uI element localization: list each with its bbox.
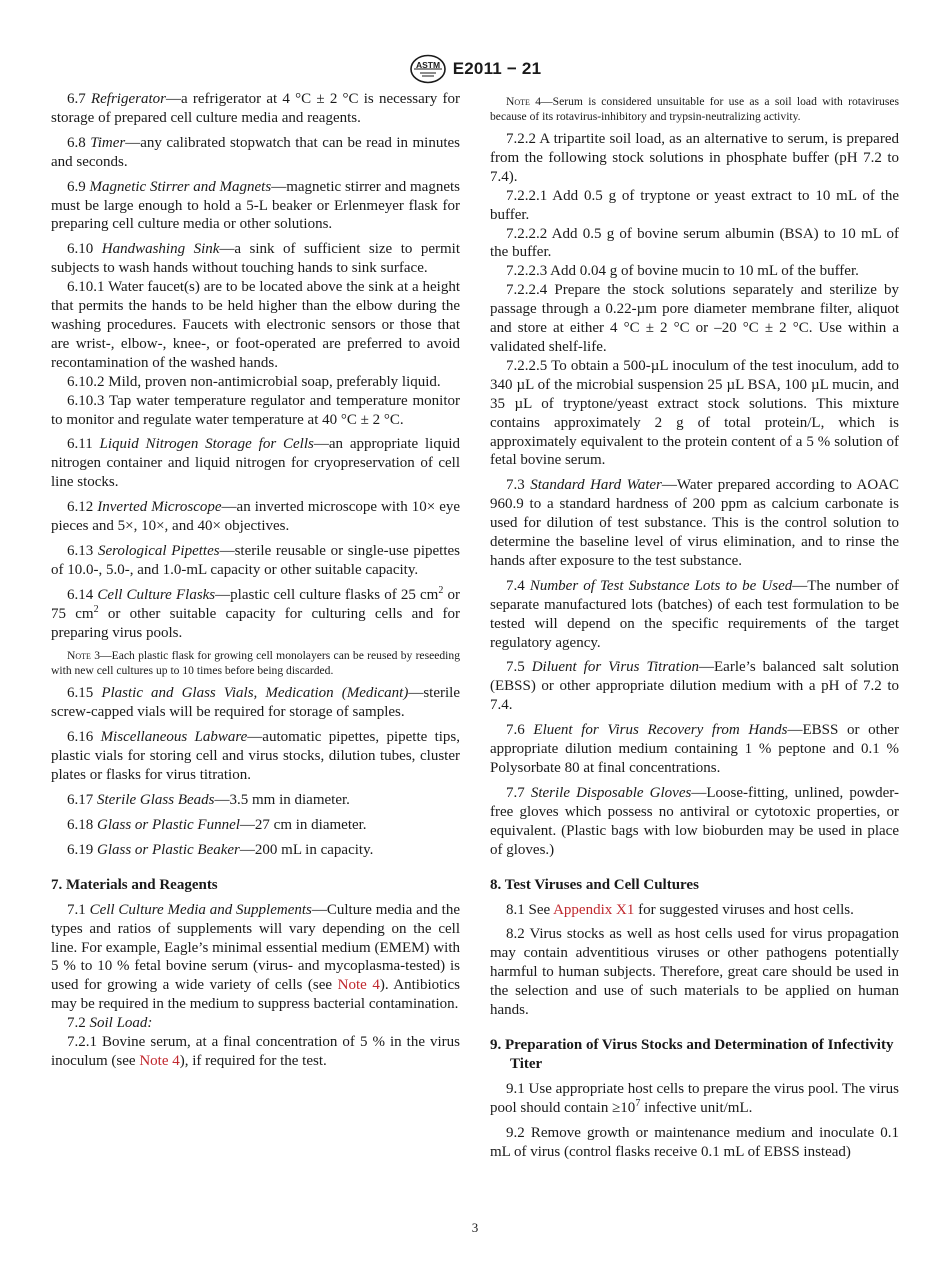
section-6-10-1: 6.10.1 Water faucet(s) are to be located above the sink at a height that permits the hands to be held higher than the elbow during the washing procedures. Faucets with electronic sensors or those that are wrist-, elbow-, knee-, or foot-operated are preferred to avoid recontamination of the washed hands. (51, 279, 460, 371)
astm-logo-icon (409, 54, 447, 84)
heading-section-9: 9. Preparation of Virus Stocks and Determination of Infectivity Titer (490, 1036, 894, 1072)
heading-section-8: 8. Test Viruses and Cell Cultures (490, 876, 699, 893)
section-9-2: 9.2 Remove growth or maintenance medium and inoculate 0.1 mL of virus (control flasks receive 0.1 mL of EBSS instead) (490, 1124, 899, 1160)
page-number: 3 (471, 1220, 479, 1235)
section-6-15: 6.15 Plastic and Glass Vials, Medication (Medicant)—sterile screw-capped vials will be required for storage of samples. (51, 685, 460, 721)
section-7-2-2-3: 7.2.2.3 Add 0.04 g of bovine mucin to 10 mL of the buffer. (506, 263, 859, 280)
section-7-7: 7.7 Sterile Disposable Gloves—Loose-fitting, unlined, powder-free gloves which possess no antiviral or cytotoxic properties, or equivalent. (Plastic bags with low bioburden may be used in place of gloves.) (490, 784, 899, 858)
section-7-2-2-4: 7.2.2.4 Prepare the stock solutions separately and sterilize by passage through a 0.22-µm pore diameter membrane filter, aliquot and store at either 4 °C ± 2 °C or –20 °C ± 2 °C. Use within a validated shelf-life. (490, 282, 899, 355)
page-header (0, 54, 950, 84)
section-6-13: 6.13 Serological Pipettes—sterile reusable or single-use pipettes of 10.0-, 5.0-, and 1.0-mL capacity or other suitable capacity. (51, 542, 460, 578)
section-7-2-2-2: 7.2.2.2 Add 0.5 g of bovine serum albumin (BSA) to 10 mL of the buffer. (490, 225, 899, 261)
note-4-link[interactable]: Note 4 (337, 977, 380, 994)
section-6-19: 6.19 Glass or Plastic Beaker—200 mL in capacity. (67, 841, 374, 858)
section-8-1: 8.1 See Appendix X1 for suggested viruses and host cells. (506, 901, 854, 918)
section-6-7: 6.7 Refrigerator—a refrigerator at 4 °C ± 2 °C is necessary for storage of prepared cell culture media and reagents. (51, 91, 461, 126)
heading-section-7: 7. Materials and Reagents (51, 876, 218, 893)
note-4-link[interactable]: Note 4 (139, 1052, 180, 1069)
astm-logo-text: ASTM (415, 60, 440, 70)
right-column (490, 90, 899, 1162)
section-8-2: 8.2 Virus stocks as well as host cells used for virus propagation may contain adventitious viruses or other pathogens potentially harmful to human subjects. Therefore, great care should be used in the selection and use of such materials to be applied on human hands. (490, 926, 899, 1019)
section-6-18: 6.18 Glass or Plastic Funnel—27 cm in diameter. (67, 816, 367, 833)
section-7-2-2-1: 7.2.2.1 Add 0.5 g of tryptone or yeast extract to 10 mL of the buffer. (490, 187, 899, 223)
section-6-11: 6.11 Liquid Nitrogen Storage for Cells—an appropriate liquid nitrogen container and liquid nitrogen for cryopreservation of cell line stocks. (51, 436, 460, 491)
appendix-x1-link[interactable]: Appendix X1 (553, 901, 635, 918)
section-7-3: 7.3 Standard Hard Water—Water prepared according to AOAC 960.9 to a standard hardness of 200 ppm as calcium carbonate is used for dilution of test substance. This is the control solution to determine the baseline level of virus elimination, and to rinse the hands after exposure to the test substance. (490, 477, 900, 569)
section-7-4: 7.4 Number of Test Substance Lots to be Used—The number of separate manufactured lots (batches) of each test formulation to be tested will depend on the specific requirements of the target regulatory agency. (490, 577, 900, 651)
section-6-12: 6.12 Inverted Microscope—an inverted microscope with 10× eye pieces and 5×, 10×, and 40× objectives. (51, 499, 461, 535)
section-7-1: 7.1 Cell Culture Media and Supplements—Culture media and the types and ratios of supplements will vary depending on the cell line. For example, Eagle’s minimal essential medium (EMEM) with 5 % to 10 % fetal bovine serum (virus- and mycoplasma-tested) is used for growing a wide variety of cells (see Note 4). Antibiotics may be required in the medium to suppress bacterial contamination. (51, 901, 460, 1013)
document-id: E2011 − 21 (452, 59, 542, 78)
section-6-10-3: 6.10.3 Tap water temperature regulator and temperature monitor to monitor and regulate water temperature at 40 °C ± 2 °C. (51, 392, 460, 428)
section-6-17: 6.17 Sterile Glass Beads—3.5 mm in diameter. (67, 792, 350, 808)
section-6-8: 6.8 Timer—any calibrated stopwatch that can be read in minutes and seconds. (51, 134, 460, 170)
section-6-10: 6.10 Handwashing Sink—a sink of sufficient size to permit subjects to wash hands without touching hands to sink surface. (51, 241, 460, 277)
section-6-10-2: 6.10.2 Mild, proven non-antimicrobial soap, preferably liquid. (67, 373, 441, 390)
section-7-2-1: 7.2.1 Bovine serum, at a final concentration of 5 % in the virus inoculum (see Note 4), if required for the test. (51, 1034, 460, 1069)
section-6-14: 6.14 Cell Culture Flasks—plastic cell culture flasks of 25 $cm^2$ or 75 $cm^2$ or other suitable capacity for culturing cells and for preparing virus pools. (51, 584, 461, 641)
section-7-2-2-5: 7.2.2.5 To obtain a 500-µL inoculum of the test inoculum, add to 340 µL of the microbial suspension 25 µL BSA, 100 µL mucin, and 35 µL of tryptone/yeast extract stock solutions. This mixture contains approximately 2 g of total protein/L, which is approximately equivalent to the protein content of a 5 % solution of fetal bovine serum. (490, 357, 899, 469)
section-7-2-2: 7.2.2 A tripartite soil load, as an alternative to serum, is prepared from the following stock solutions in phosphate buffer (pH 7.2 to 7.4). (490, 131, 899, 185)
section-6-16: 6.16 Miscellaneous Labware—automatic pipettes, pipette tips, plastic vials for storing cell and virus stocks, dilution tubes, cluster plates or flasks for virus titration. (51, 729, 460, 784)
section-7-5: 7.5 Diluent for Virus Titration—Earle’s balanced salt solution (EBSS) or other appropriate dilution medium with a pH of 7.2 to 7.4. (490, 659, 900, 714)
left-column (51, 90, 460, 1071)
section-7-6: 7.6 Eluent for Virus Recovery from Hands—EBSS or other appropriate dilution medium containing 1 % peptone and 0.1 % Polysorbate 80 at final concentrations. (490, 722, 900, 776)
note-4: Note 4—Serum is considered unsuitable for use as a soil load with rotaviruses because of its rotavirus-inhibitory and trypsin-neutralizing activity. (490, 95, 899, 123)
section-7-2: 7.2 Soil Load: (67, 1015, 153, 1032)
section-9-1: 9.1 Use appropriate host cells to prepare the virus pool. The virus pool should contain $\ge 10^7$ infective unit/mL. (490, 1080, 899, 1116)
note-3: Note 3—Each plastic flask for growing cell monolayers can be reused by reseeding with new cell cultures up to 10 times before being discarded. (51, 649, 460, 678)
section-6-9: 6.9 Magnetic Stirrer and Magnets—magnetic stirrer and magnets must be large enough to hold a 5-L beaker or Erlenmeyer flask for preparing cell culture media or other solutions. (51, 178, 461, 233)
